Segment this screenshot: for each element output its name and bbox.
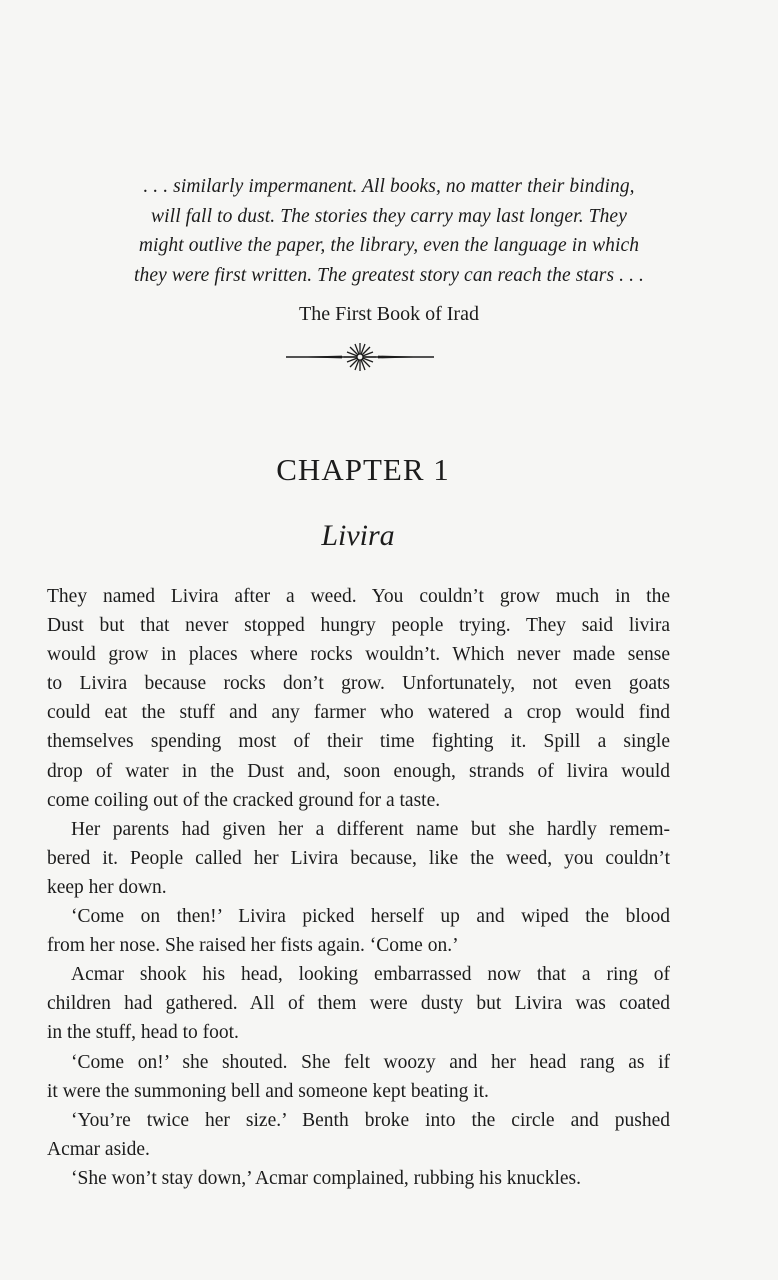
text-line: drop of water in the Dust and, soon enough, strands of livira would (47, 760, 670, 782)
text-line: in the stuff, head to foot. (47, 1022, 239, 1044)
chapter-heading: CHAPTER 1 (276, 452, 450, 487)
text-line: from her nose. She raised her fists again. ‘Come on.’ (47, 935, 459, 957)
text-line: to Livira because rocks don’t grow. Unfortunately, not even goats (47, 673, 670, 695)
text-line: could eat the stuff and any farmer who watered a crop would find (47, 702, 670, 724)
text-line: would grow in places where rocks wouldn’t. Which never made sense (47, 644, 670, 666)
text-line: Her parents had given her a different name but she hardly remem- (71, 818, 670, 840)
text-line: themselves spending most of their time fighting it. Spill a single (47, 731, 670, 753)
text-line: They named Livira after a weed. You couldn’t grow much in the (47, 586, 670, 607)
text-line: Acmar aside. (47, 1138, 150, 1160)
text-line: come coiling out of the cracked ground for a taste. (47, 789, 441, 811)
text-line: children had gathered. All of them were dusty but Livira was coated (47, 993, 670, 1015)
star-ornament-icon (282, 340, 438, 374)
epigraph-line: they were first written. The greatest story can reach the stars . . . (133, 264, 645, 286)
epigraph-source: The First Book of Irad (299, 303, 479, 325)
epigraph-line: might outlive the paper, the library, even the language in which (138, 235, 640, 256)
text-line: ‘Come on then!’ Livira picked herself up and wiped the blood (71, 906, 670, 928)
text-line: keep her down. (47, 876, 167, 898)
text-line: ‘She won’t stay down,’ Acmar complained, rubbing his knuckles. (71, 1167, 581, 1189)
text-line: ‘You’re twice her size.’ Benth broke into the circle and pushed (71, 1109, 670, 1131)
epigraph-line: will fall to dust. The stories they carry may last longer. They (151, 205, 627, 227)
epigraph (60, 172, 718, 290)
body-text (47, 582, 670, 1193)
text-line: Dust but that never stopped hungry people trying. They said livira (47, 615, 670, 637)
text-line: ‘Come on!’ she shouted. She felt woozy and her head rang as if (71, 1051, 670, 1073)
text-line: it were the summoning bell and someone kept beating it. (47, 1080, 489, 1102)
text-line: bered it. People called her Livira because, like the weed, you couldn’t (47, 847, 670, 869)
text-line: Acmar shook his head, looking embarrassed now that a ring of (71, 964, 670, 986)
chapter-title: Livira (321, 519, 395, 552)
epigraph-line: . . . similarly impermanent. All books, no matter their binding, (143, 176, 635, 197)
